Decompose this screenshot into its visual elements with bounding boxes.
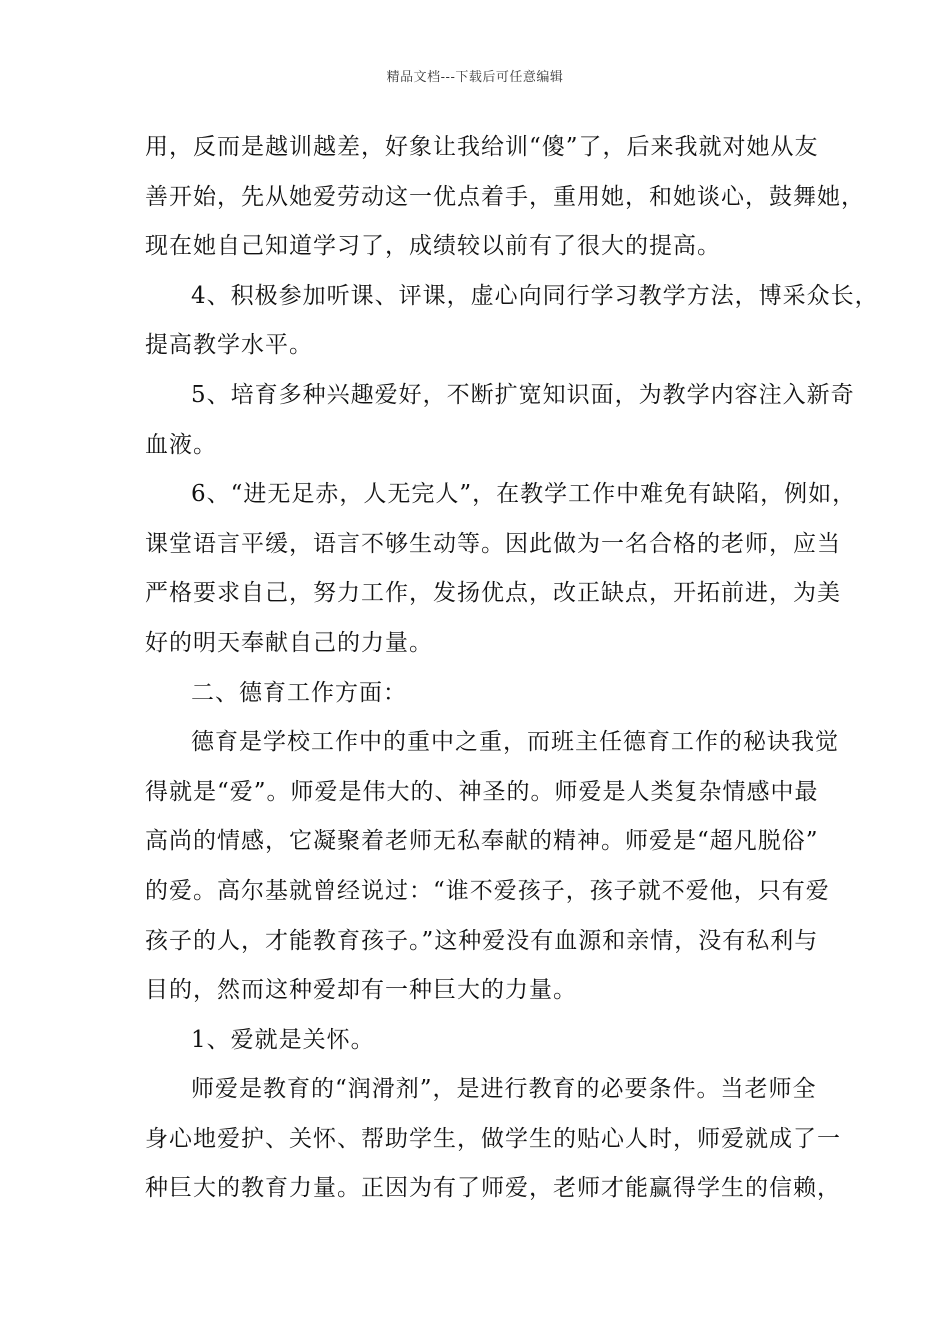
document-body (145, 123, 879, 1214)
section-heading: 二、德育工作方面： (191, 679, 407, 706)
text-line: 善开始，先从她爱劳动这一优点着手，重用她，和她谈心，鼓舞她， (145, 183, 865, 210)
text-line: 现在她自己知道学习了，成绩较以前有了很大的提高。 (145, 233, 721, 260)
text-line: 提高教学水平。 (145, 332, 313, 359)
text-line: 孩子的人，才能教育孩子。”这种爱没有血源和亲情，没有私利与 (145, 927, 819, 954)
text-line: 用，反而是越训越差，好象让我给训“傻”了，后来我就对她从友 (145, 134, 819, 160)
text-line: 目的，然而这种爱却有一种巨大的力量。 (145, 977, 577, 1004)
text-line: 得就是“爱”。师爱是伟大的、神圣的。师爱是人类复杂情感中最 (145, 778, 819, 805)
paragraph-start-line: 4、积极参加听课、评课，虚心向同行学习教学方法，博采众长， (191, 282, 879, 309)
text-line: 血液。 (145, 431, 217, 458)
paragraph-start-line: 5、培育多种兴趣爱好，不断扩宽知识面，为教学内容注入新奇 (191, 381, 855, 408)
text-line: 高尚的情感，它凝聚着老师无私奉献的精神。师爱是“超凡脱俗” (145, 828, 819, 855)
text-line: 的爱。高尔基就曾经说过：“谁不爱孩子，孩子就不爱他，只有爱 (145, 877, 830, 904)
text-line: 课堂语言平缓，语言不够生动等。因此做为一名合格的老师，应当 (145, 530, 841, 557)
text-line: 种巨大的教育力量。正因为有了师爱，老师才能赢得学生的信赖， (145, 1175, 841, 1202)
paragraph-start-line: 德育是学校工作中的重中之重，而班主任德育工作的秘诀我觉 (191, 729, 839, 756)
text-line: 严格要求自己，努力工作，发扬优点，改正缺点，开拓前进，为美 (145, 580, 841, 607)
text-line: 好的明天奉献自己的力量。 (145, 629, 433, 656)
paragraph-start-line: 师爱是教育的“润滑剂”，是进行教育的必要条件。当老师全 (191, 1076, 817, 1103)
page-header: 精品文档---下载后可任意编辑 (386, 70, 564, 85)
subsection-heading: 1、爱就是关怀。 (191, 1026, 375, 1053)
paragraph-start-line: 6、“进无足赤，人无完人”，在教学工作中难免有缺陷，例如， (191, 481, 857, 508)
text-line: 身心地爱护、关怀、帮助学生，做学生的贴心人时，师爱就成了一 (145, 1125, 841, 1152)
